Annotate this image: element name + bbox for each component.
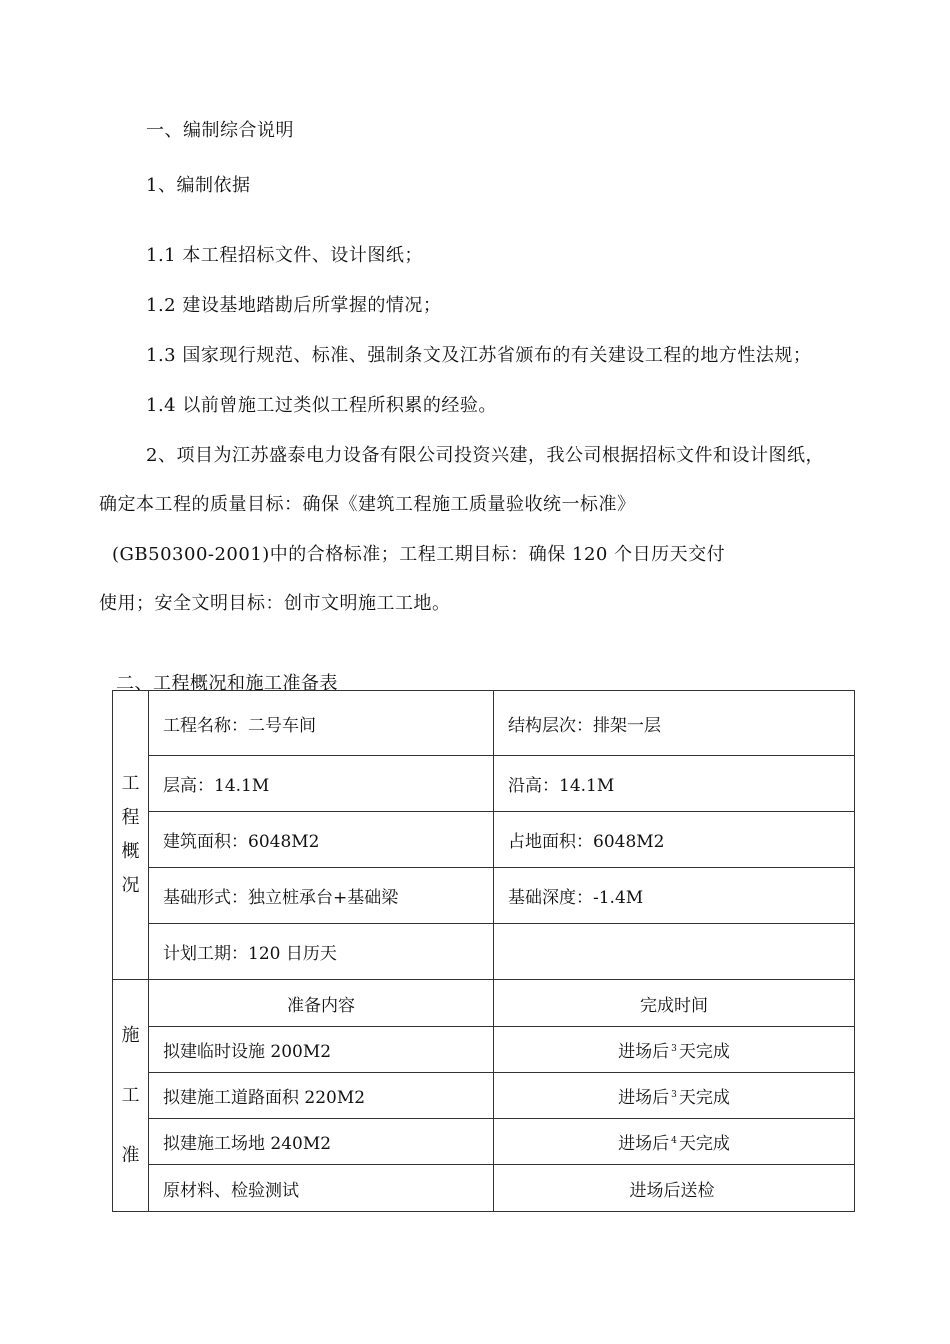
foundation-depth-cell: 基础深度：-1.4M [494,868,855,924]
prep-row-time: 进场后 $^3$ 天完成 [494,1073,855,1119]
prep-row-time: 进场后 $^3$ 天完成 [494,1027,855,1073]
prep-side-label-cell [113,980,149,1212]
paragraph-line-2: 确定本工程的质量目标：确保《建筑工程施工质量验收统一标准》 [99,494,636,515]
floor-height-cell: 层高：14.1M [149,756,494,812]
prep-header-time: 完成时间 [494,980,855,1027]
section-2-title: 二、工程概况和施工准备表 [116,673,338,694]
paragraph-line-1: 2、项目为江苏盛泰电力设备有限公司投资兴建，我公司根据招标文件和设计图纸， [146,445,824,466]
prep-row-time: 进场后 $^4$ 天完成 [494,1119,855,1165]
structure-level-cell: 结构层次：排架一层 [494,691,855,756]
paragraph-line-3: (GB50300-2001)中的合格标准；工程工期目标：确保 120 个日历天交付 [112,544,726,565]
basis-item-3: 1.3 国家现行规范、标准、强制条文及江苏省颁布的有关建设工程的地方性法规； [146,345,812,366]
section-1-title: 一、编制综合说明 [146,120,294,141]
empty-cell [494,924,855,980]
prep-row-content: 拟建施工场地 240M2 [149,1119,494,1165]
overview-side-label: 工程概况 [121,773,140,896]
section-1-subtitle: 1、编制依据 [146,175,251,196]
prep-row-content: 拟建施工道路面积 220M2 [149,1073,494,1119]
land-area-cell: 占地面积：6048M2 [494,812,855,868]
project-name-cell: 工程名称：二号车间 [149,691,494,756]
building-area-cell: 建筑面积：6048M2 [149,812,494,868]
prep-row-content: 拟建临时设施 200M2 [149,1027,494,1073]
prep-header-content: 准备内容 [149,980,494,1027]
eave-height-cell: 沿高：14.1M [494,756,855,812]
prep-row-time: 进场后送检 [494,1165,855,1212]
prep-row-content: 原材料、检验测试 [149,1165,494,1212]
foundation-type-cell: 基础形式：独立桩承台+基础梁 [149,868,494,924]
overview-side-label-cell [113,691,149,980]
planned-duration-cell: 计划工期：120 日历天 [149,924,494,980]
basis-item-1: 1.1 本工程招标文件、设计图纸； [146,245,423,266]
basis-item-2: 1.2 建设基地踏勘后所掌握的情况； [146,295,442,316]
prep-side-label: 施工准 [121,1024,140,1166]
overview-table [112,690,855,1212]
paragraph-line-4: 使用；安全文明目标：创市文明施工工地。 [99,593,451,614]
basis-item-4: 1.4 以前曾施工过类似工程所积累的经验。 [146,395,497,416]
